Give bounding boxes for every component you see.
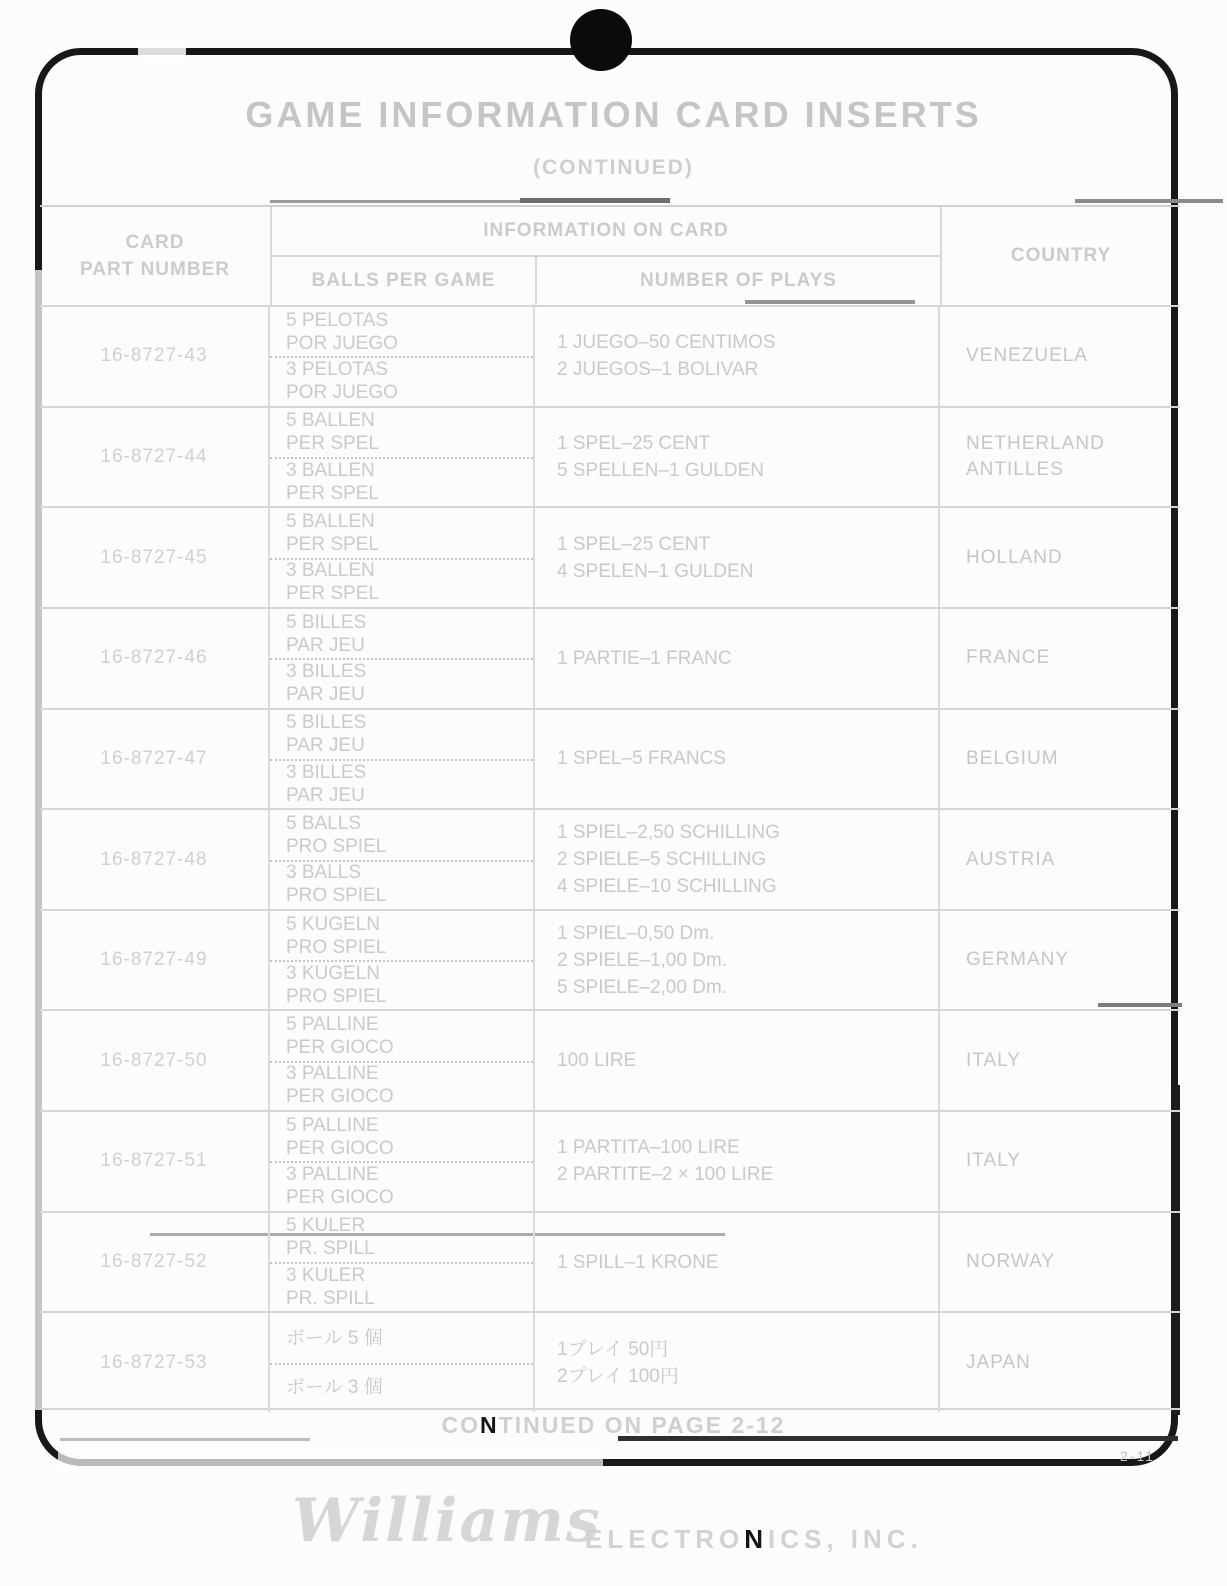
balls-line: PRO SPIEL [286, 885, 387, 907]
part-number-cell [40, 609, 270, 708]
balls-per-game-cell [270, 1112, 535, 1211]
balls-option-bottom [270, 1161, 533, 1210]
balls-line: 5 PALLINE [286, 1114, 379, 1136]
plays-line: 2 SPIELE–5 SCHILLING [557, 849, 767, 871]
table-row [40, 1009, 1180, 1110]
part-number-cell [40, 710, 270, 809]
balls-option-bottom [270, 960, 533, 1009]
balls-line: 5 BILLES [286, 611, 367, 633]
balls-line: POR JUEGO [286, 332, 398, 354]
number-of-plays-cell [535, 1011, 940, 1110]
balls-per-game-cell [270, 609, 535, 708]
balls-option-bottom [270, 558, 533, 607]
number-of-plays-cell [535, 710, 940, 809]
company-bold-letter: N [744, 1524, 769, 1554]
part-number-cell [40, 1112, 270, 1211]
balls-option-bottom [270, 457, 533, 506]
header-line: CARD [125, 232, 185, 253]
table-row [40, 1211, 1180, 1312]
balls-line: 5 BILLES [286, 712, 367, 734]
country-line: NORWAY [966, 1251, 1056, 1273]
plays-line: 2 PARTITE–2 × 100 LIRE [557, 1164, 774, 1186]
balls-line: PRO SPIEL [286, 936, 387, 958]
balls-line: 3 BILLES [286, 761, 367, 783]
country-cell [940, 1112, 1180, 1211]
company-post: ICS, INC. [768, 1524, 923, 1554]
number-of-plays-cell [535, 609, 940, 708]
part-number: 16-8727-48 [100, 848, 208, 870]
balls-line: 3 BALLEN [286, 459, 375, 481]
table-row [40, 1110, 1180, 1211]
balls-line: PER GIOCO [286, 1137, 394, 1159]
balls-line: PR. SPILL [286, 1238, 375, 1260]
part-number-cell [40, 1313, 270, 1412]
table-row [40, 305, 1180, 406]
registration-dot [570, 9, 632, 71]
scan-artifact [270, 200, 525, 203]
plays-line: 1 PARTITA–100 LIRE [557, 1137, 740, 1159]
plays-line: 1 SPIEL–0,50 Dm. [557, 922, 715, 944]
balls-option-top [270, 810, 533, 859]
balls-option-bottom [270, 1363, 533, 1412]
plays-line: 1 SPILL–1 KRONE [557, 1251, 719, 1273]
table-body [40, 305, 1180, 1412]
balls-line: PAR JEU [286, 683, 365, 705]
continued-pre: CO [441, 1412, 481, 1438]
balls-line: 3 BALLS [286, 862, 361, 884]
plays-line: 1 SPEL–25 CENT [557, 533, 711, 555]
country-cell [940, 810, 1180, 909]
country-line: JAPAN [966, 1351, 1031, 1373]
balls-line: PER SPEL [286, 482, 379, 504]
part-number: 16-8727-50 [100, 1049, 208, 1071]
part-number-cell [40, 1213, 270, 1312]
balls-line: PAR JEU [286, 735, 365, 757]
country-cell [940, 408, 1180, 507]
balls-option-top [270, 609, 533, 658]
game-card-table [40, 205, 1180, 1410]
balls-line: 5 KULER [286, 1215, 366, 1237]
balls-option-top [270, 408, 533, 457]
balls-option-bottom [270, 759, 533, 808]
country-cell [940, 1011, 1180, 1110]
country-line: ITALY [966, 1049, 1021, 1071]
table-row [40, 1311, 1180, 1412]
country-cell [940, 1313, 1180, 1412]
part-number-cell [40, 307, 270, 406]
balls-line: ボール 5 個 [286, 1327, 383, 1349]
table-row [40, 406, 1180, 507]
balls-line: 3 BILLES [286, 660, 367, 682]
table-row [40, 607, 1180, 708]
number-of-plays-cell [535, 810, 940, 909]
country-cell [940, 710, 1180, 809]
scan-fade [138, 42, 186, 58]
continued-bold-letter: N [480, 1412, 499, 1438]
balls-line: PER GIOCO [286, 1086, 394, 1108]
plays-line: 4 SPIELE–10 SCHILLING [557, 876, 777, 898]
williams-logo: Williams [292, 1486, 602, 1556]
number-of-plays-cell [535, 508, 940, 607]
balls-line: 3 PELOTAS [286, 358, 389, 380]
country-line: HOLLAND [966, 546, 1063, 568]
balls-option-top [270, 1112, 533, 1161]
plays-line: 1 SPEL–25 CENT [557, 432, 711, 454]
continued-note [0, 1412, 1227, 1439]
balls-line: PER SPEL [286, 533, 379, 555]
header-line: PART NUMBER [80, 259, 230, 280]
balls-per-game-cell [270, 1213, 535, 1312]
country-cell [940, 911, 1180, 1010]
balls-line: 3 PALLINE [286, 1164, 379, 1186]
plays-line: 2 SPIELE–1,00 Dm. [557, 949, 728, 971]
balls-option-bottom [270, 356, 533, 405]
plays-line: 100 LIRE [557, 1050, 637, 1072]
balls-line: PRO SPIEL [286, 835, 387, 857]
balls-option-top [270, 307, 533, 356]
balls-line: 3 KUGELN [286, 962, 380, 984]
balls-per-game-cell [270, 911, 535, 1010]
country-cell [940, 1213, 1180, 1312]
country-cell [940, 508, 1180, 607]
balls-per-game-cell [270, 408, 535, 507]
country-line: ITALY [966, 1150, 1021, 1172]
country-line: FRANCE [966, 647, 1051, 669]
country-cell [940, 307, 1180, 406]
balls-line: 5 KUGELN [286, 913, 380, 935]
part-number: 16-8727-53 [100, 1351, 208, 1373]
balls-option-top [270, 710, 533, 759]
part-number: 16-8727-47 [100, 747, 208, 769]
scan-artifact [520, 198, 670, 203]
country-line: BELGIUM [966, 747, 1059, 769]
header-information-on-card: INFORMATION ON CARD [270, 207, 940, 257]
balls-option-top [270, 1313, 533, 1362]
balls-line: PRO SPIEL [286, 985, 387, 1007]
page-subtitle: (CONTINUED) [533, 156, 694, 179]
balls-line: 5 PALLINE [286, 1014, 379, 1036]
balls-line: 3 KULER [286, 1264, 366, 1286]
balls-line: PAR JEU [286, 784, 365, 806]
part-number-cell [40, 810, 270, 909]
balls-line: POR JUEGO [286, 381, 398, 403]
header-balls-per-game: BALLS PER GAME [270, 257, 535, 305]
balls-line: PAR JEU [286, 634, 365, 656]
balls-line: 3 BALLEN [286, 560, 375, 582]
plays-line: 1 JUEGO–50 CENTIMOS [557, 332, 776, 354]
balls-line: PER SPEL [286, 583, 379, 605]
part-number: 16-8727-51 [100, 1150, 208, 1172]
balls-option-bottom [270, 658, 533, 707]
country-line: ANTILLES [966, 458, 1064, 480]
header-card-part-number [40, 207, 270, 305]
table-row [40, 506, 1180, 607]
balls-line: ボール 3 個 [286, 1376, 383, 1398]
number-of-plays-cell [535, 1112, 940, 1211]
continued-post: TINUED ON PAGE 2-12 [498, 1412, 786, 1438]
plays-line: 2プレイ 100円 [557, 1365, 679, 1387]
balls-line: 5 BALLEN [286, 410, 375, 432]
plays-line: 1 SPEL–5 FRANCS [557, 748, 726, 770]
plays-line: 5 SPELLEN–1 GULDEN [557, 459, 764, 481]
country-cell [940, 609, 1180, 708]
table-row [40, 708, 1180, 809]
part-number-cell [40, 911, 270, 1010]
country-line: AUSTRIA [966, 848, 1056, 870]
country-line: GERMANY [966, 949, 1070, 971]
balls-per-game-cell [270, 810, 535, 909]
balls-per-game-cell [270, 307, 535, 406]
balls-per-game-cell [270, 508, 535, 607]
country-line: NETHERLAND [966, 432, 1105, 454]
header-number-of-plays: NUMBER OF PLAYS [535, 257, 940, 305]
table-row [40, 909, 1180, 1010]
balls-option-top [270, 1011, 533, 1060]
page-title: GAME INFORMATION CARD INSERTS [245, 94, 982, 135]
plays-line: 2 JUEGOS–1 BOLIVAR [557, 359, 759, 381]
company-pre: ELECTRO [585, 1524, 745, 1554]
page-number: 2-11 [1120, 1448, 1155, 1464]
scan-artifact [1075, 199, 1223, 203]
balls-option-bottom [270, 1262, 533, 1311]
balls-option-top [270, 911, 533, 960]
balls-line: PER SPEL [286, 433, 379, 455]
balls-line: 5 PELOTAS [286, 309, 389, 331]
plays-line: 1プレイ 50円 [557, 1338, 669, 1360]
balls-line: 5 BALLEN [286, 510, 375, 532]
number-of-plays-cell [535, 408, 940, 507]
part-number-cell [40, 408, 270, 507]
part-number: 16-8727-43 [100, 345, 208, 367]
part-number: 16-8727-49 [100, 949, 208, 971]
balls-per-game-cell [270, 1011, 535, 1110]
part-number: 16-8727-44 [100, 445, 208, 467]
part-number-cell [40, 508, 270, 607]
balls-per-game-cell [270, 710, 535, 809]
plays-line: 1 SPIEL–2,50 SCHILLING [557, 822, 780, 844]
part-number: 16-8727-45 [100, 546, 208, 568]
balls-line: PER GIOCO [286, 1187, 394, 1209]
part-number: 16-8727-46 [100, 647, 208, 669]
number-of-plays-cell [535, 1213, 940, 1312]
balls-per-game-cell [270, 1313, 535, 1412]
number-of-plays-cell [535, 1313, 940, 1412]
balls-option-bottom [270, 1061, 533, 1110]
balls-line: PER GIOCO [286, 1037, 394, 1059]
number-of-plays-cell [535, 307, 940, 406]
number-of-plays-cell [535, 911, 940, 1010]
header-country: COUNTRY [940, 207, 1180, 305]
balls-line: PR. SPILL [286, 1287, 375, 1309]
company-name [585, 1524, 923, 1555]
balls-option-bottom [270, 860, 533, 909]
balls-option-top [270, 508, 533, 557]
part-number: 16-8727-52 [100, 1251, 208, 1273]
plays-line: 5 SPIELE–2,00 Dm. [557, 976, 728, 998]
plays-line: 4 SPELEN–1 GULDEN [557, 560, 754, 582]
part-number-cell [40, 1011, 270, 1110]
balls-line: 5 BALLS [286, 812, 361, 834]
scan-fade [58, 1450, 603, 1470]
country-line: VENEZUELA [966, 345, 1088, 367]
table-row [40, 808, 1180, 909]
balls-line: 3 PALLINE [286, 1063, 379, 1085]
balls-option-top [270, 1213, 533, 1262]
table-header [40, 207, 1180, 305]
plays-line: 1 PARTIE–1 FRANC [557, 647, 732, 669]
